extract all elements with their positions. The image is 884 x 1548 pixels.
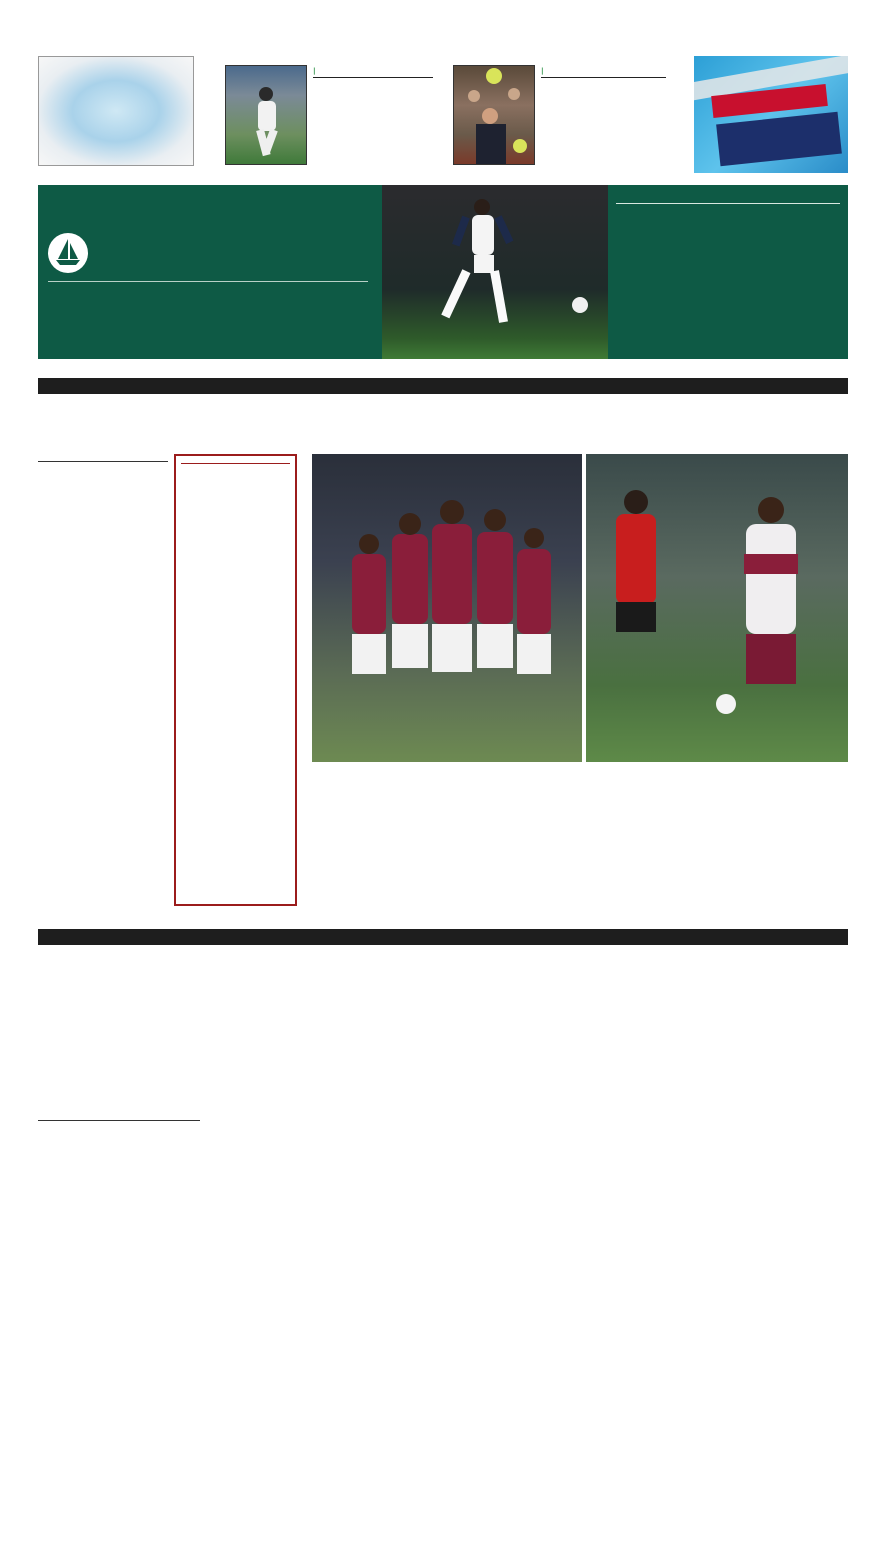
qatar-celebration-photo: [312, 454, 582, 762]
cricket-teaser-photo: [225, 65, 307, 165]
story2-column-1: [38, 1114, 200, 1534]
cricket-teaser-kicker: |: [313, 67, 433, 78]
qatar-hongkong-action-photo: [586, 454, 848, 762]
selfie-crowd: [454, 66, 535, 165]
action-players: [586, 454, 848, 762]
story1-column-5: [580, 787, 708, 917]
cricket-teaser[interactable]: [313, 67, 433, 83]
cover-kicker: [616, 199, 840, 204]
section-bar-ooredoo: [38, 929, 848, 945]
gulf-times-logo[interactable]: [46, 225, 90, 275]
player-figure: [382, 185, 608, 359]
ad-number: [717, 116, 838, 129]
story1-dateline: [38, 455, 168, 462]
results-box: [174, 454, 297, 906]
tennis-teaser-kicker: |: [541, 67, 666, 78]
masthead-rule: [48, 281, 368, 282]
story2-dateline: [38, 1114, 200, 1121]
batsman-figure: [226, 66, 307, 165]
dhow-logo-icon: [48, 233, 88, 273]
players-group: [312, 454, 582, 762]
story2-column-2: [206, 1114, 378, 1534]
subscribe-promo[interactable]: [38, 56, 194, 166]
masthead: [38, 185, 848, 359]
section-bar-afc-u20: [38, 378, 848, 394]
story2-column-3: [384, 1114, 556, 1534]
story1-column-3: [312, 787, 440, 917]
ad-phone-band: [716, 112, 842, 167]
tennis-teaser-photo: [453, 65, 535, 165]
results-title: [181, 460, 290, 464]
tennis-teaser[interactable]: [541, 67, 666, 83]
advertise-banner[interactable]: [694, 56, 848, 173]
story1-column-6: [716, 787, 848, 917]
ad-line2: [717, 116, 838, 129]
story1-column-2-tail: [174, 909, 297, 929]
story1-column-1: [38, 455, 168, 915]
cover-photo-son: [382, 185, 608, 359]
story1-column-4: [446, 787, 574, 917]
